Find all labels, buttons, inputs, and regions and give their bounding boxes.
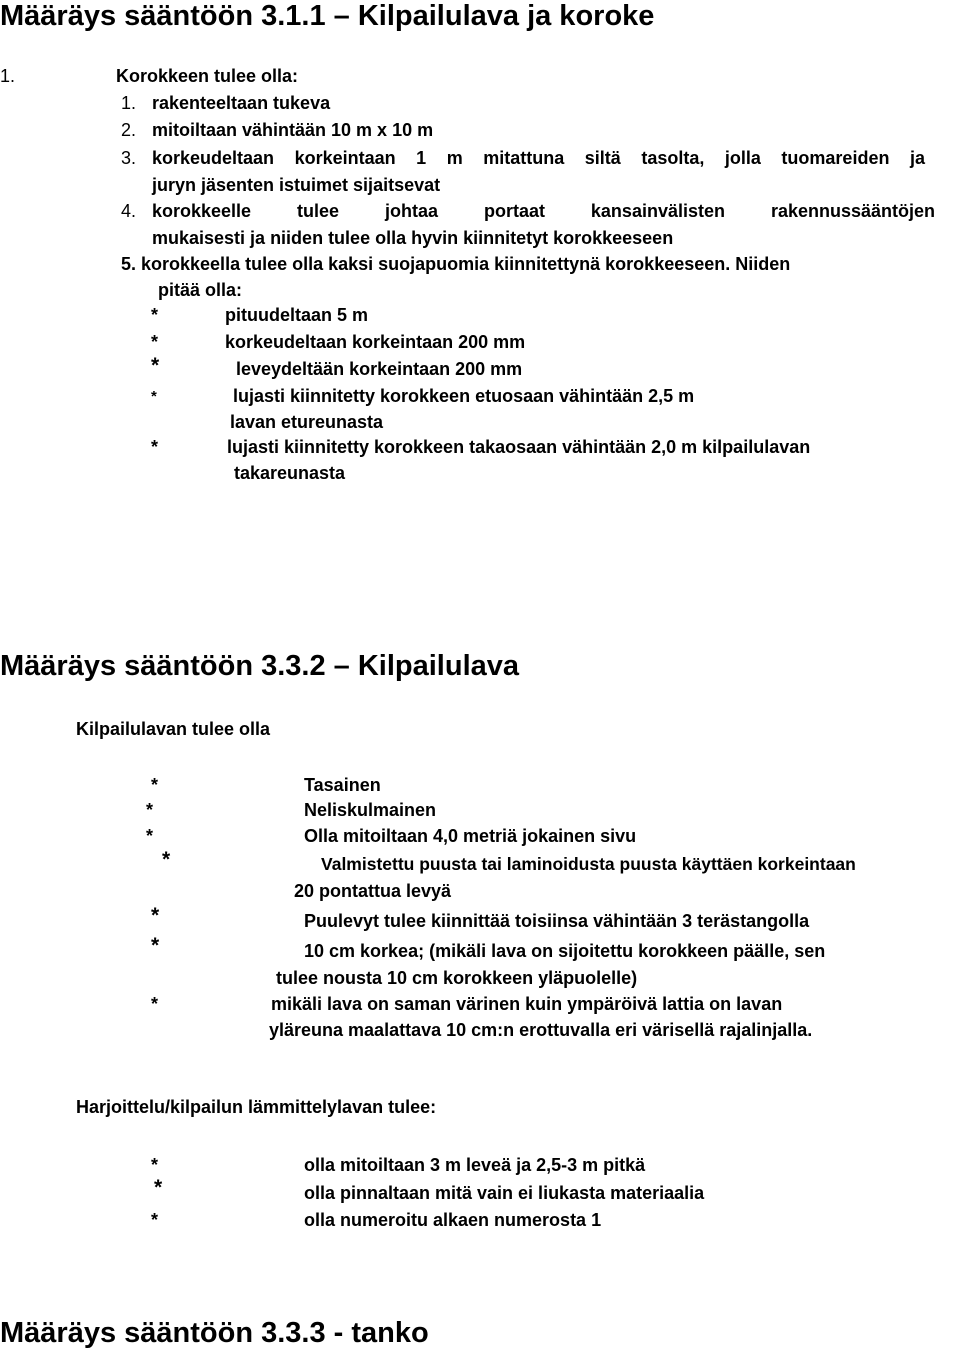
bullet-asterisk: * bbox=[154, 1176, 163, 1199]
bullet-asterisk: * bbox=[146, 800, 154, 820]
sub-item-text-cont: pitää olla: bbox=[158, 280, 243, 300]
bullet-asterisk: * bbox=[162, 848, 171, 871]
bullet-asterisk: * bbox=[151, 437, 159, 457]
bullet-asterisk: * bbox=[151, 388, 157, 405]
bullet-text: olla pinnaltaan mitä vain ei liukasta materiaalia bbox=[304, 1183, 705, 1203]
bullet-asterisk: * bbox=[151, 1210, 159, 1230]
bullet-text: Olla mitoiltaan 4,0 metriä jokainen sivu bbox=[304, 826, 637, 846]
bullet-asterisk: * bbox=[151, 994, 159, 1014]
section-intro: Kilpailulavan tulee olla bbox=[76, 719, 271, 739]
sub-item-number: 1. bbox=[121, 93, 137, 113]
bullet-text: Puulevyt tulee kiinnittää toisiinsa vähintään 3 terästangolla bbox=[304, 911, 810, 931]
sub-item-text: rakenteeltaan tukeva bbox=[152, 93, 331, 113]
section-heading-3-3-2: Määräys sääntöön 3.3.2 – Kilpailulava bbox=[0, 650, 520, 682]
bullet-text: lujasti kiinnitetty korokkeen etuosaan vähintään 2,5 m bbox=[233, 386, 695, 406]
bullet-text-cont: takareunasta bbox=[234, 463, 346, 483]
sub-item-number: 4. bbox=[121, 201, 137, 221]
sub-item-text: korkeudeltaan korkeintaan 1 m mitattuna siltä tasolta, jolla tuomareiden ja bbox=[152, 148, 925, 168]
sub-item-text: mitoiltaan vähintään 10 m x 10 m bbox=[152, 120, 434, 140]
sub-item-text-cont: mukaisesti ja niiden tulee olla hyvin kiinnitetyt korokkeeseen bbox=[152, 228, 674, 248]
bullet-text: Valmistettu puusta tai laminoidusta puusta käyttäen korkeintaan bbox=[321, 854, 856, 874]
section-intro: Harjoittelu/kilpailun lämmittelylavan tulee: bbox=[76, 1097, 437, 1117]
bullet-text: Tasainen bbox=[304, 775, 381, 795]
sub-item-number: 2. bbox=[121, 120, 137, 140]
bullet-text: lujasti kiinnitetty korokkeen takaosaan vähintään 2,0 m kilpailulavan bbox=[227, 437, 811, 457]
sub-item-number: 3. bbox=[121, 148, 137, 168]
bullet-text-cont: lavan etureunasta bbox=[230, 412, 384, 432]
bullet-asterisk: * bbox=[151, 904, 160, 927]
sub-item-text-cont: juryn jäsenten istuimet sijaitsevat bbox=[152, 175, 441, 195]
bullet-text-cont: tulee nousta 10 cm korokkeen yläpuolelle) bbox=[276, 968, 638, 988]
bullet-asterisk: * bbox=[151, 775, 159, 795]
bullet-text: 10 cm korkea; (mikäli lava on sijoitettu korokkeen päälle, sen bbox=[304, 941, 826, 961]
bullet-text-cont: 20 pontattua levyä bbox=[294, 881, 452, 901]
section-heading-3-3-3: Määräys sääntöön 3.3.3 - tanko bbox=[0, 1317, 429, 1349]
bullet-asterisk: * bbox=[151, 354, 160, 377]
bullet-text: leveydeltään korkeintaan 200 mm bbox=[236, 359, 523, 379]
section-heading-3-1-1: Määräys sääntöön 3.1.1 – Kilpailulava ja koroke bbox=[0, 0, 655, 32]
bullet-asterisk: * bbox=[146, 826, 154, 846]
bullet-text: pituudeltaan 5 m bbox=[225, 305, 369, 325]
bullet-asterisk: * bbox=[151, 934, 160, 957]
bullet-text: korkeudeltaan korkeintaan 200 mm bbox=[225, 332, 526, 352]
bullet-asterisk: * bbox=[151, 305, 159, 325]
bullet-asterisk: * bbox=[151, 332, 159, 352]
bullet-asterisk: * bbox=[151, 1155, 159, 1175]
sub-item-text: 5. korokkeella tulee olla kaksi suojapuomia kiinnitettynä korokkeeseen. Niiden bbox=[121, 254, 791, 274]
bullet-text: mikäli lava on saman värinen kuin ympäröivä lattia on lavan bbox=[271, 994, 783, 1014]
bullet-text: Neliskulmainen bbox=[304, 800, 437, 820]
bullet-text: olla mitoiltaan 3 m leveä ja 2,5-3 m pitkä bbox=[304, 1155, 646, 1175]
bullet-text: olla numeroitu alkaen numerosta 1 bbox=[304, 1210, 602, 1230]
sub-item-text: korokkeelle tulee johtaa portaat kansainvälisten rakennussääntöjen bbox=[152, 201, 935, 221]
item-number: 1. bbox=[0, 66, 16, 86]
bullet-text-cont: yläreuna maalattava 10 cm:n erottuvalla eri värisellä rajalinjalla. bbox=[269, 1020, 813, 1040]
item-text: Korokkeen tulee olla: bbox=[116, 66, 299, 86]
